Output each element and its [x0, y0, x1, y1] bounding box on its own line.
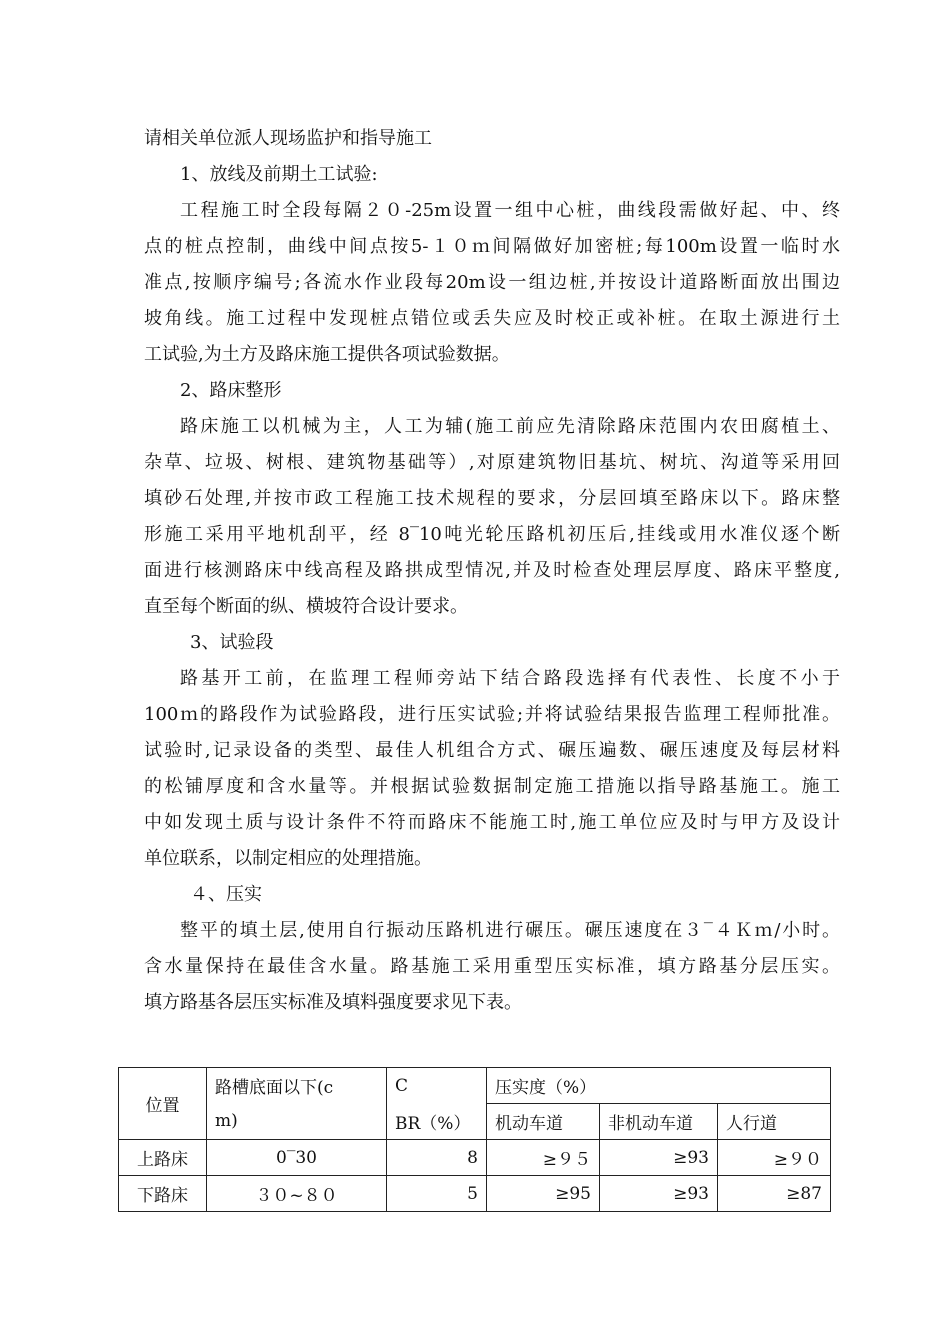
- paragraph-line: 100ｍ的路段作为试验路段，进行压实试验;并将试验结果报告监理工程师批准。: [144, 704, 840, 725]
- cell-position: 上路床: [119, 1140, 207, 1176]
- header-motor-lane: 机动车道: [487, 1104, 600, 1140]
- cell-depth: 0‾30: [207, 1140, 387, 1176]
- paragraph-line: 准点,按顺序编号;各流水作业段每20m设一组边桩,并按设计道路断面放出围边: [144, 272, 840, 293]
- cell-nonmotor: ≥93: [600, 1140, 718, 1176]
- paragraph-line: 杂草、垃圾、树根、建筑物基础等）,对原建筑物旧基坑、树坑、沟道等采用回: [144, 452, 840, 473]
- header-sidewalk: 人行道: [718, 1104, 831, 1140]
- paragraph-line: 路基开工前，在监理工程师旁站下结合路段选择有代表性、长度不小于: [180, 668, 840, 689]
- header-depth-unit: m): [207, 1104, 387, 1140]
- cell-sidewalk: ≥９０: [718, 1140, 831, 1176]
- paragraph-line: 直至每个断面的纵、横坡符合设计要求。: [144, 596, 468, 617]
- table-row: [119, 1176, 831, 1212]
- table-row: [119, 1140, 831, 1176]
- paragraph-line: 工试验,为土方及路床施工提供各项试验数据。: [144, 344, 510, 365]
- section-4-heading: ４、压实: [190, 884, 262, 905]
- paragraph-line: 点的桩点控制，曲线中间点按5-１０ｍ间隔做好加密桩;每100m设置一临时水: [144, 236, 840, 257]
- cell-position: 下路床: [119, 1176, 207, 1212]
- header-cbr: C: [387, 1068, 487, 1104]
- paragraph-line: 填砂石处理,并按市政工程施工技术规程的要求，分层回填至路床以下。路床整: [144, 488, 840, 509]
- cell-sidewalk: ≥87: [718, 1176, 831, 1212]
- paragraph-line: 工程施工时全段每隔２０-25m设置一组中心桩，曲线段需做好起、中、终: [180, 200, 840, 221]
- cell-cbr: 5: [387, 1176, 487, 1212]
- section-1-heading: 1、放线及前期土工试验:: [180, 164, 378, 185]
- header-depth: 路槽底面以下(c: [207, 1068, 387, 1104]
- section-2-heading: 2、路床整形: [180, 380, 282, 401]
- paragraph-line: 含水量保持在最佳含水量。路基施工采用重型压实标准，填方路基分层压实。: [144, 956, 840, 977]
- cell-nonmotor: ≥93: [600, 1176, 718, 1212]
- paragraph-line: 整平的填土层,使用自行振动压路机进行碾压。碾压速度在３‾４Ｋｍ/小时。: [180, 920, 840, 941]
- paragraph-line: 单位联系，以制定相应的处理措施。: [144, 848, 432, 869]
- cell-motor: ≥95: [487, 1176, 600, 1212]
- compaction-table: [118, 1067, 831, 1212]
- intro-line: 请相关单位派人现场监护和指导施工: [144, 128, 432, 149]
- cell-cbr: 8: [387, 1140, 487, 1176]
- cell-motor: ≥９５: [487, 1140, 600, 1176]
- paragraph-line: 路床施工以机械为主，人工为辅(施工前应先清除路床范围内农田腐植土、: [180, 416, 840, 437]
- header-compaction: 压实度（%）: [487, 1068, 831, 1104]
- header-position: 位置: [119, 1068, 207, 1140]
- section-3-heading: 3、试验段: [190, 632, 274, 653]
- paragraph-line: 形施工采用平地机刮平，经 8‾10吨光轮压路机初压后,挂线或用水准仪逐个断: [144, 524, 840, 545]
- paragraph-line: 坡角线。施工过程中发现桩点错位或丢失应及时校正或补桩。在取土源进行土: [144, 308, 840, 329]
- paragraph-line: 面进行核测路床中线高程及路拱成型情况,并及时检查处理层厚度、路床平整度,: [144, 560, 840, 581]
- header-cbr-unit: BR（%）: [387, 1104, 487, 1140]
- paragraph-line: 中如发现土质与设计条件不符而路床不能施工时,施工单位应及时与甲方及设计: [144, 812, 840, 833]
- paragraph-line: 填方路基各层压实标准及填料强度要求见下表。: [144, 992, 522, 1013]
- paragraph-line: 试验时,记录设备的类型、最佳人机组合方式、碾压遍数、碾压速度及每层材料: [144, 740, 840, 761]
- paragraph-line: 的松铺厚度和含水量等。并根据试验数据制定施工措施以指导路基施工。施工: [144, 776, 840, 797]
- header-nonmotor-lane: 非机动车道: [600, 1104, 718, 1140]
- cell-depth: ３０~８０: [207, 1176, 387, 1212]
